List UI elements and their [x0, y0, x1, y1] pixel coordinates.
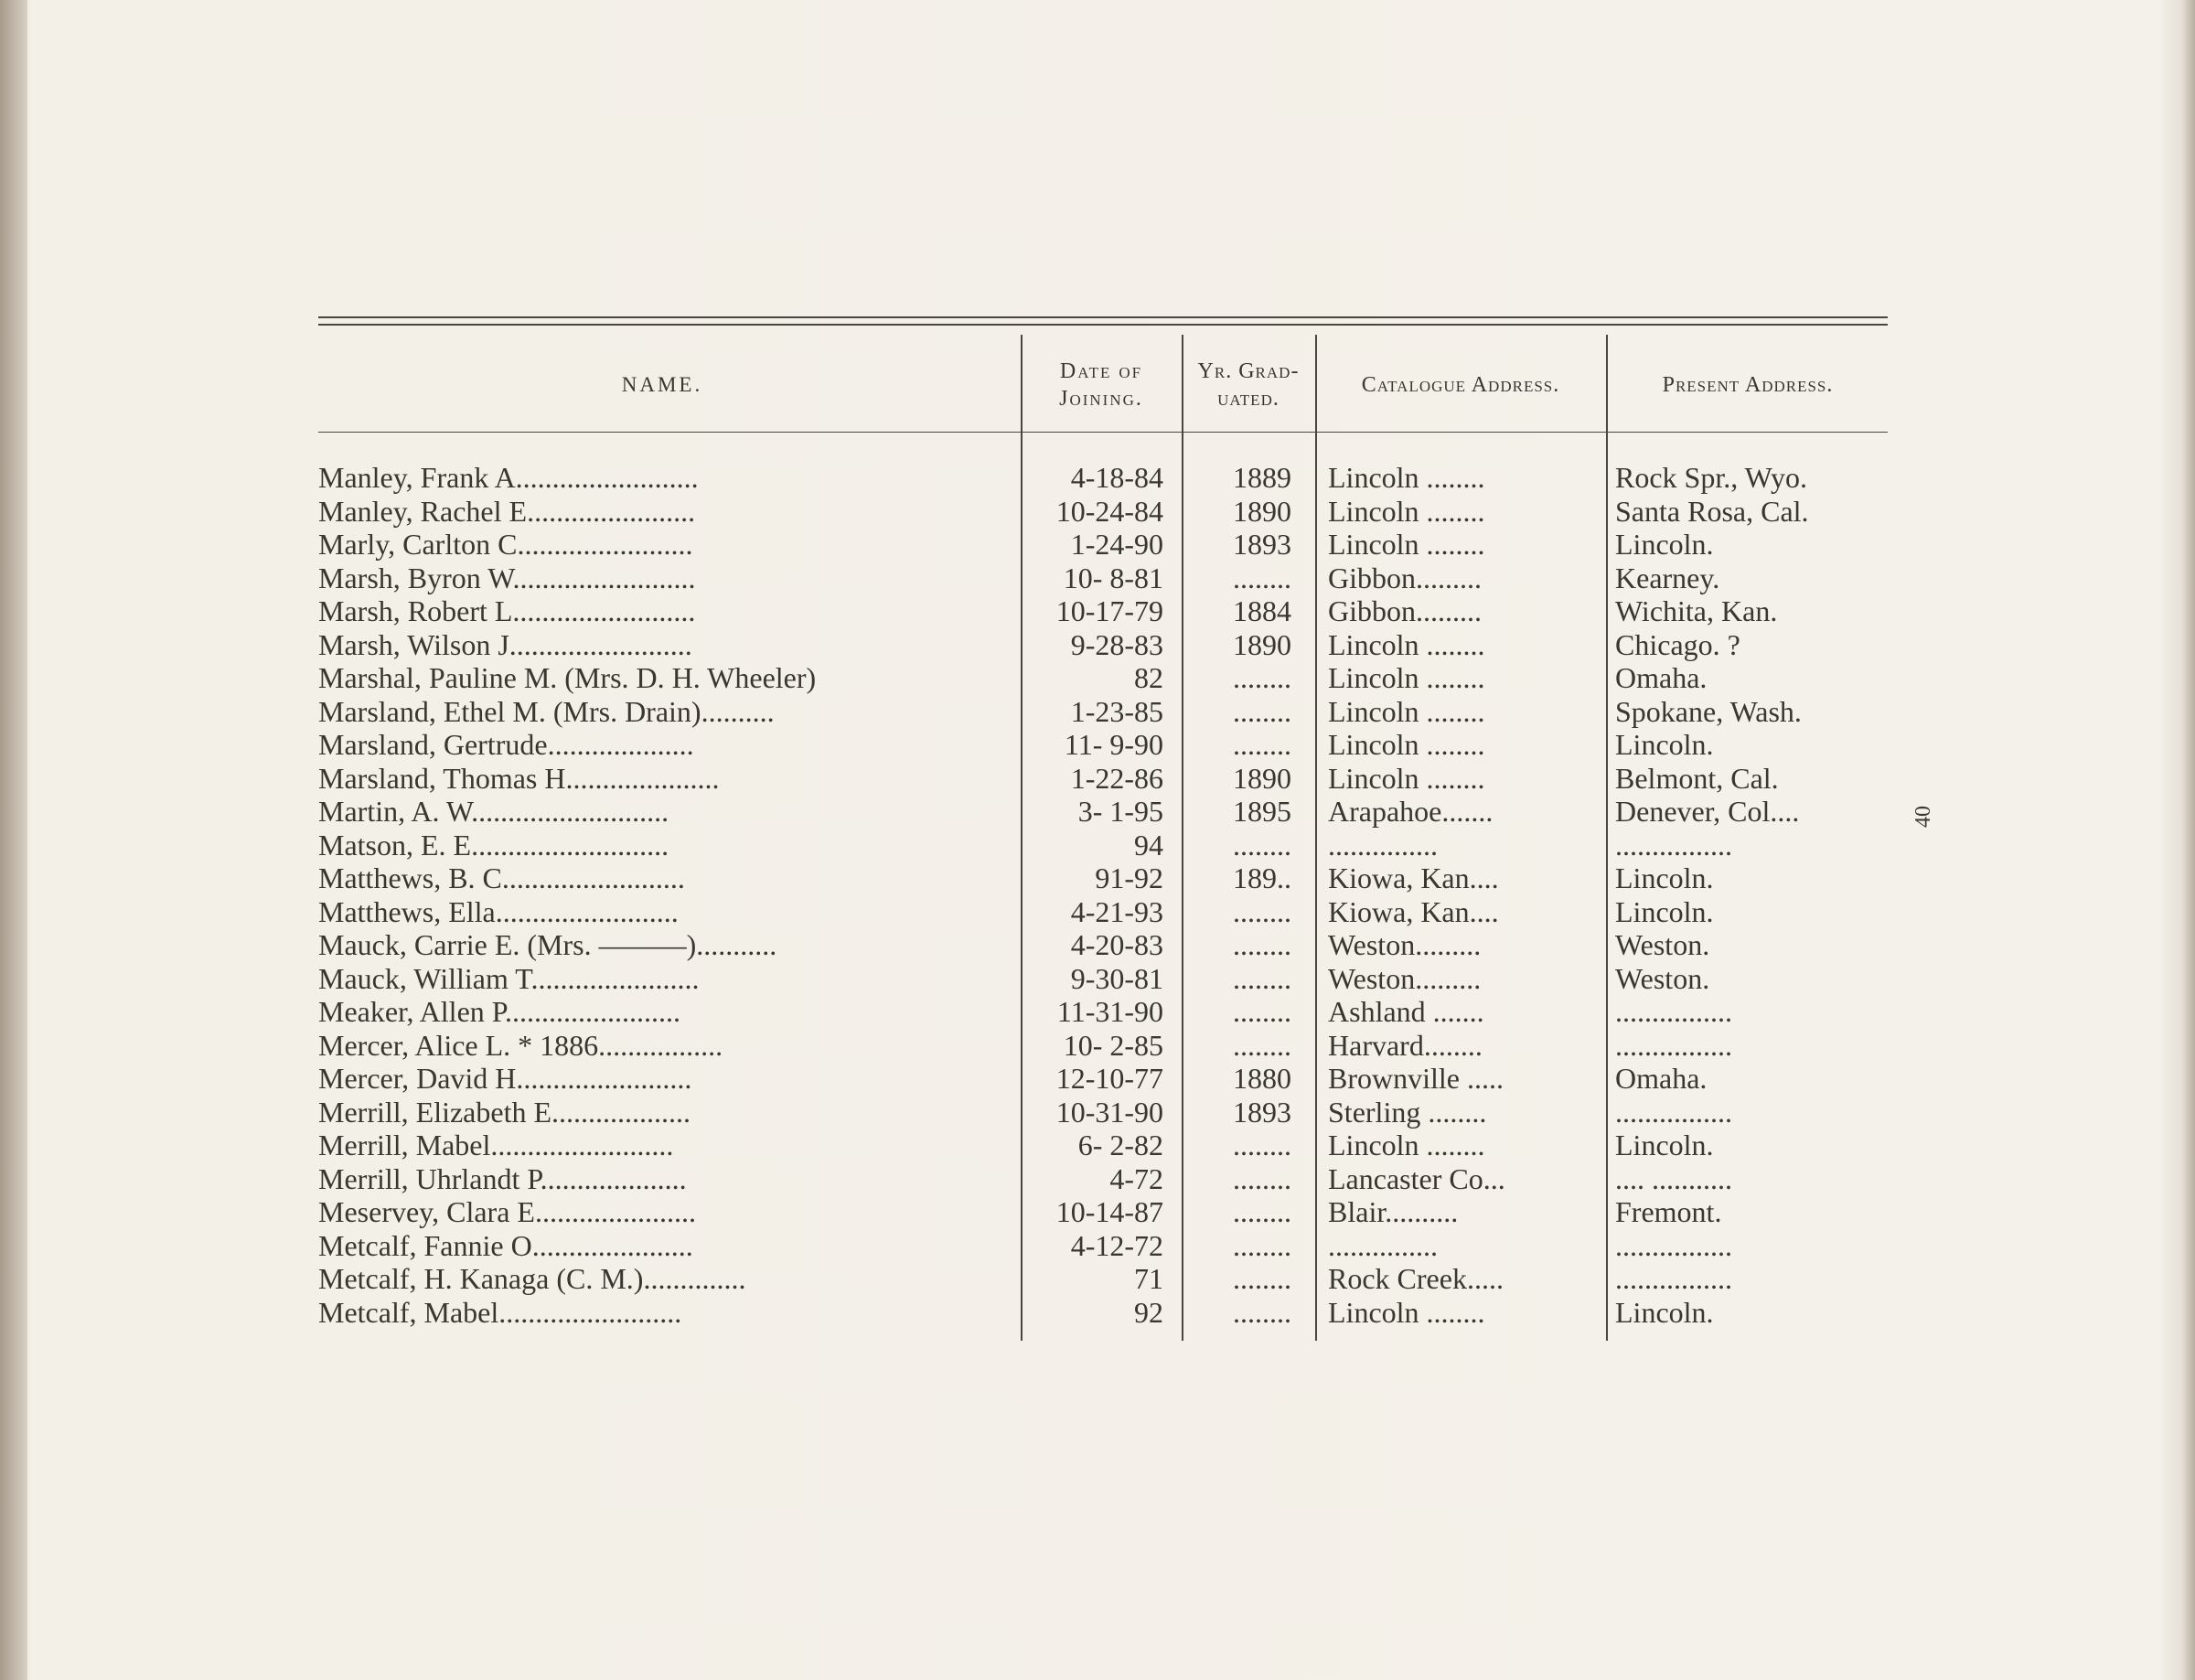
cell-year-graduated: ........ — [1233, 1228, 1291, 1262]
cell-present-address: Lincoln. — [1615, 861, 1714, 894]
cell-catalogue-address: Arapahoe....... — [1328, 795, 1494, 828]
table-row — [318, 861, 1888, 895]
cell-name: Manley, Frank A......................... — [318, 461, 699, 494]
cell-year-graduated: 1884 — [1233, 594, 1291, 627]
cell-present-address: Weston. — [1615, 961, 1710, 995]
cell-year-graduated: ........ — [1233, 928, 1291, 961]
cell-year-graduated: ........ — [1233, 1129, 1291, 1161]
table-row — [318, 1262, 1888, 1296]
table-row — [318, 461, 1888, 495]
cell-date-of-joining: 10-31-90 — [1055, 1095, 1163, 1129]
cell-present-address: Lincoln. — [1615, 528, 1714, 561]
header-date-of-joining — [1024, 344, 1178, 426]
table-row — [318, 628, 1888, 662]
header-year-graduated — [1183, 344, 1313, 426]
cell-name: Mercer, Alice L. * 1886................. — [318, 1028, 723, 1062]
cell-year-graduated: ........ — [1233, 995, 1291, 1028]
cell-present-address: Lincoln. — [1615, 1295, 1714, 1329]
cell-present-address: Weston. — [1615, 928, 1710, 961]
cell-date-of-joining: 4-18-84 — [1070, 461, 1163, 494]
cell-date-of-joining: 4-12-72 — [1070, 1228, 1163, 1262]
cell-catalogue-address: Kiowa, Kan.... — [1328, 861, 1499, 894]
cell-present-address: Santa Rosa, Cal. — [1615, 494, 1809, 528]
cell-date-of-joining: 92 — [1134, 1295, 1163, 1329]
table-row — [318, 995, 1888, 1029]
cell-present-address: ................ — [1615, 1262, 1732, 1295]
table-row — [318, 1129, 1888, 1162]
cell-date-of-joining: 10- 2-85 — [1063, 1028, 1163, 1062]
cell-year-graduated: 1895 — [1233, 795, 1291, 828]
cell-present-address: Omaha. — [1615, 661, 1708, 694]
cell-year-graduated: 1880 — [1233, 1062, 1291, 1095]
cell-name: Matthews, B. C......................... — [318, 861, 685, 894]
cell-present-address: Fremont. — [1615, 1195, 1722, 1228]
cell-name: Metcalf, Mabel......................... — [318, 1295, 682, 1329]
cell-catalogue-address: Lincoln ........ — [1328, 528, 1485, 561]
cell-name: Matson, E. E........................... — [318, 828, 669, 861]
cell-catalogue-address: Lancaster Co... — [1328, 1161, 1505, 1195]
cell-catalogue-address: Kiowa, Kan.... — [1328, 894, 1499, 928]
cell-present-address: Spokane, Wash. — [1615, 694, 1802, 728]
cell-date-of-joining: 10-17-79 — [1055, 594, 1163, 627]
cell-date-of-joining: 1-22-86 — [1070, 761, 1163, 795]
cell-date-of-joining: 10-24-84 — [1055, 494, 1163, 528]
table-row — [318, 1096, 1888, 1129]
cell-date-of-joining: 4-20-83 — [1070, 928, 1163, 961]
table-row — [318, 1162, 1888, 1196]
cell-present-address: Chicago. ? — [1615, 627, 1740, 661]
cell-catalogue-address: Brownville ..... — [1328, 1062, 1504, 1095]
cell-name: Marsland, Ethel M. (Mrs. Drain).......... — [318, 694, 775, 728]
cell-year-graduated: 1890 — [1233, 627, 1291, 661]
cell-date-of-joining: 9-30-81 — [1070, 961, 1163, 995]
cell-date-of-joining: 11-31-90 — [1056, 995, 1163, 1028]
top-rule-double — [318, 324, 1888, 326]
table-row — [318, 728, 1888, 762]
cell-date-of-joining: 94 — [1134, 828, 1163, 861]
cell-present-address: Lincoln. — [1615, 894, 1714, 928]
cell-year-graduated: 1890 — [1233, 494, 1291, 528]
cell-name: Mauck, William T....................... — [318, 961, 700, 995]
cell-name: Metcalf, Fannie O...................... — [318, 1228, 693, 1262]
cell-name: Marsland, Gertrude.................... — [318, 728, 694, 761]
cell-catalogue-address: Lincoln ........ — [1328, 494, 1485, 528]
table-row — [318, 495, 1888, 529]
header-year-line2: uated. — [1217, 387, 1280, 411]
cell-name: Marshal, Pauline M. (Mrs. D. H. Wheeler) — [318, 661, 817, 694]
cell-catalogue-address: Blair.......... — [1328, 1195, 1459, 1228]
cell-present-address: Belmont, Cal. — [1615, 761, 1779, 795]
table-row — [318, 594, 1888, 628]
cell-name: Mauck, Carrie E. (Mrs. ———)........... — [318, 928, 777, 961]
top-rule — [318, 316, 1888, 318]
cell-catalogue-address: Rock Creek..... — [1328, 1262, 1504, 1295]
cell-catalogue-address: Ashland ....... — [1328, 995, 1484, 1028]
page-binding-edge — [0, 0, 27, 1680]
cell-date-of-joining: 10- 8-81 — [1063, 561, 1163, 594]
cell-year-graduated: ........ — [1233, 1295, 1291, 1329]
cell-catalogue-address: Lincoln ........ — [1328, 694, 1485, 728]
cell-year-graduated: ........ — [1233, 828, 1291, 861]
cell-present-address: Denever, Col.... — [1615, 795, 1800, 828]
cell-year-graduated: 1889 — [1233, 461, 1291, 494]
cell-year-graduated: 1890 — [1233, 761, 1291, 795]
cell-present-address: ................ — [1615, 1028, 1732, 1062]
cell-year-graduated: 189.. — [1233, 861, 1291, 894]
cell-year-graduated: ........ — [1233, 728, 1291, 761]
cell-year-graduated: ........ — [1233, 694, 1291, 728]
cell-year-graduated: ........ — [1233, 1028, 1291, 1062]
cell-name: Marly, Carlton C........................ — [318, 528, 693, 561]
cell-catalogue-address: Lincoln ........ — [1328, 728, 1485, 761]
cell-present-address: Lincoln. — [1615, 728, 1714, 761]
cell-catalogue-address: Gibbon......... — [1328, 594, 1482, 627]
cell-catalogue-address: Lincoln ........ — [1328, 761, 1485, 795]
cell-year-graduated: 1893 — [1233, 528, 1291, 561]
cell-catalogue-address: Harvard........ — [1328, 1028, 1483, 1062]
cell-date-of-joining: 12-10-77 — [1055, 1062, 1163, 1095]
cell-catalogue-address: Gibbon......... — [1328, 561, 1482, 594]
cell-name: Martin, A. W........................... — [318, 795, 669, 828]
cell-present-address: Omaha. — [1615, 1062, 1708, 1095]
cell-date-of-joining: 10-14-87 — [1055, 1195, 1163, 1228]
cell-year-graduated: 1893 — [1233, 1095, 1291, 1129]
cell-date-of-joining: 4-72 — [1109, 1161, 1163, 1195]
cell-present-address: Wichita, Kan. — [1615, 594, 1778, 627]
cell-date-of-joining: 1-24-90 — [1070, 528, 1163, 561]
table-row — [318, 1195, 1888, 1229]
cell-name: Merrill, Mabel......................... — [318, 1129, 674, 1161]
cell-present-address: ................ — [1615, 995, 1732, 1028]
cell-catalogue-address: Weston......... — [1328, 928, 1482, 961]
table-row — [318, 562, 1888, 595]
cell-name: Meaker, Allen P........................ — [318, 995, 681, 1028]
table-row — [318, 1296, 1888, 1330]
table-row — [318, 762, 1888, 796]
header-name: NAME. — [621, 373, 703, 396]
cell-date-of-joining: 1-23-85 — [1070, 694, 1163, 728]
cell-present-address: Lincoln. — [1615, 1129, 1714, 1161]
table-row — [318, 1029, 1888, 1063]
cell-name: Manley, Rachel E....................... — [318, 494, 696, 528]
cell-name: Merrill, Elizabeth E................... — [318, 1095, 691, 1129]
cell-present-address: ................ — [1615, 1228, 1732, 1262]
table-row — [318, 962, 1888, 996]
cell-catalogue-address: ............... — [1328, 828, 1438, 861]
table-row — [318, 528, 1888, 562]
cell-date-of-joining: 91-92 — [1095, 861, 1163, 894]
cell-present-address: ................ — [1615, 828, 1732, 861]
table-row — [318, 1229, 1888, 1263]
cell-name: Mercer, David H........................ — [318, 1062, 692, 1095]
cell-year-graduated: ........ — [1233, 661, 1291, 694]
cell-name: Merrill, Uhrlandt P.................... — [318, 1161, 687, 1195]
cell-present-address: .... ........... — [1615, 1161, 1732, 1195]
cell-name: Meservey, Clara E...................... — [318, 1195, 696, 1228]
cell-date-of-joining: 11- 9-90 — [1064, 728, 1163, 761]
header-present-address: Present Address. — [1662, 373, 1834, 397]
cell-name: Marsh, Robert L......................... — [318, 594, 696, 627]
cell-year-graduated: ........ — [1233, 561, 1291, 594]
page-number: 40 — [1911, 806, 1935, 828]
header-catalogue-address: Catalogue Address. — [1361, 373, 1560, 397]
cell-year-graduated: ........ — [1233, 1262, 1291, 1295]
cell-year-graduated: ........ — [1233, 961, 1291, 995]
cell-date-of-joining: 4-21-93 — [1070, 894, 1163, 928]
table-row — [318, 928, 1888, 962]
header-date-line2: Joining. — [1059, 387, 1143, 411]
cell-present-address: ................ — [1615, 1095, 1732, 1129]
table-row — [318, 661, 1888, 695]
cell-catalogue-address: Lincoln ........ — [1328, 1129, 1485, 1161]
cell-present-address: Rock Spr., Wyo. — [1615, 461, 1807, 494]
cell-present-address: Kearney. — [1615, 561, 1720, 594]
cell-year-graduated: ........ — [1233, 894, 1291, 928]
cell-date-of-joining: 82 — [1134, 661, 1163, 694]
cell-catalogue-address: Lincoln ........ — [1328, 461, 1485, 494]
table-row — [318, 829, 1888, 862]
cell-name: Marsh, Wilson J......................... — [318, 627, 692, 661]
cell-catalogue-address: Lincoln ........ — [1328, 661, 1485, 694]
header-date-line1: Date of — [1059, 359, 1143, 383]
cell-name: Marsh, Byron W......................... — [318, 561, 696, 594]
header-bottom-rule — [318, 432, 1888, 433]
cell-name: Metcalf, H. Kanaga (C. M.).............. — [318, 1262, 746, 1295]
cell-date-of-joining: 9-28-83 — [1070, 627, 1163, 661]
cell-date-of-joining: 3- 1-95 — [1077, 795, 1163, 828]
cell-catalogue-address: ............... — [1328, 1228, 1438, 1262]
cell-catalogue-address: Weston......... — [1328, 961, 1482, 995]
table-row — [318, 795, 1888, 829]
cell-name: Marsland, Thomas H..................... — [318, 761, 720, 795]
cell-date-of-joining: 6- 2-82 — [1077, 1129, 1163, 1161]
cell-year-graduated: ........ — [1233, 1161, 1291, 1195]
table-row — [318, 695, 1888, 729]
cell-year-graduated: ........ — [1233, 1195, 1291, 1228]
cell-catalogue-address: Sterling ........ — [1328, 1095, 1487, 1129]
cell-catalogue-address: Lincoln ........ — [1328, 627, 1485, 661]
cell-date-of-joining: 71 — [1134, 1262, 1163, 1295]
cell-name: Matthews, Ella......................... — [318, 894, 679, 928]
cell-catalogue-address: Lincoln ........ — [1328, 1295, 1485, 1329]
membership-table — [318, 307, 1888, 1341]
table-row — [318, 895, 1888, 929]
header-year-line1: Yr. Grad- — [1197, 359, 1300, 383]
table-row — [318, 1062, 1888, 1096]
